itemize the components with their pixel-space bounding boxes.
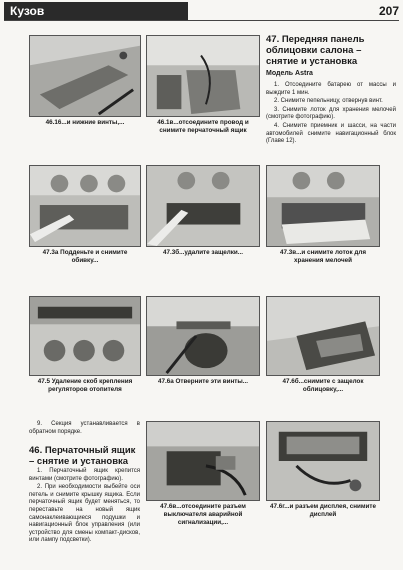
step-9: 9. Секция устанавливается в обратном порядке. <box>29 421 140 435</box>
caption-47-6b: 47.6б...снимите с защелок облицовку,... <box>282 378 364 393</box>
photo-46-1v <box>146 35 260 117</box>
step-4: 4. Снимите приемник и шасси, на части автомобилей снимите навигационный блок (Главе 12). <box>266 122 396 145</box>
photo-47-3v <box>266 165 380 247</box>
section-47-steps <box>266 82 396 147</box>
section-46-title: 46. Перчаточный ящик – снятие и установка <box>29 445 136 467</box>
photo-47-5 <box>29 296 141 376</box>
s46-step-1: 1. Перчаточный ящик крепится винтами (смотрите фотографию). <box>29 468 140 482</box>
caption-47-6a: 47.6а Отверните эти винты... <box>158 378 248 385</box>
step-2: 2. Снимите пепельницу, отвернув винт. <box>274 98 383 105</box>
photo-47-3a <box>29 165 141 247</box>
photo-47-3b <box>146 165 260 247</box>
caption-47-3b: 47.3б...удалите защелки... <box>162 249 244 256</box>
caption-47-6g: 47.6г...и разъем дисплея, снимите дисплей <box>270 503 376 518</box>
page-number: 207 <box>378 4 399 18</box>
photo-47-6b <box>266 296 380 376</box>
s46-step-2: 2. При необходимости выбейте оси петель и снимите крышку ящика. Если перчаточный ящик будет меняться, то переставьте на новый ящик самонаклеивающиеся подушки и навигационный блок управления (или устройство для смены компакт-дисков, или лампу подсветки). <box>29 484 140 544</box>
photo-47-6v <box>146 421 260 501</box>
section-47-title: 47. Передняя панель облицовки салона – снятие и установка <box>266 34 365 67</box>
section-46-steps <box>29 468 140 546</box>
caption-47-3a: 47.3а Подденьте и снимите обивку... <box>42 249 128 264</box>
photo-46-1b <box>29 35 141 117</box>
caption-47-3v: 47.3в...и снимите лоток для хранения мелочей <box>279 249 367 264</box>
model-label: Модель Astra <box>266 70 313 77</box>
caption-46-1b: 46.16...и нижние винты,... <box>45 119 125 126</box>
caption-46-1v: 46.1в...отсоедините провод и снимите перчаточный ящик <box>157 119 249 134</box>
section-prev-step-9 <box>29 421 140 437</box>
step-3: 3. Снимите лоток для хранения мелочей (смотрите фотографию). <box>266 106 396 121</box>
section-header: Кузов <box>4 2 188 20</box>
photo-47-6g <box>266 421 380 501</box>
photo-47-6a <box>146 296 260 376</box>
caption-47-5: 47.5 Удаление скоб крепления регуляторов отопителя <box>37 378 133 393</box>
step-1: 1. Отсоедините батарею от массы и выждите 1 мин. <box>266 82 396 96</box>
caption-47-6v: 47.6в...отсоедините разъем выключателя аварийной сигнализации,... <box>160 503 246 526</box>
header-rule <box>4 20 399 21</box>
